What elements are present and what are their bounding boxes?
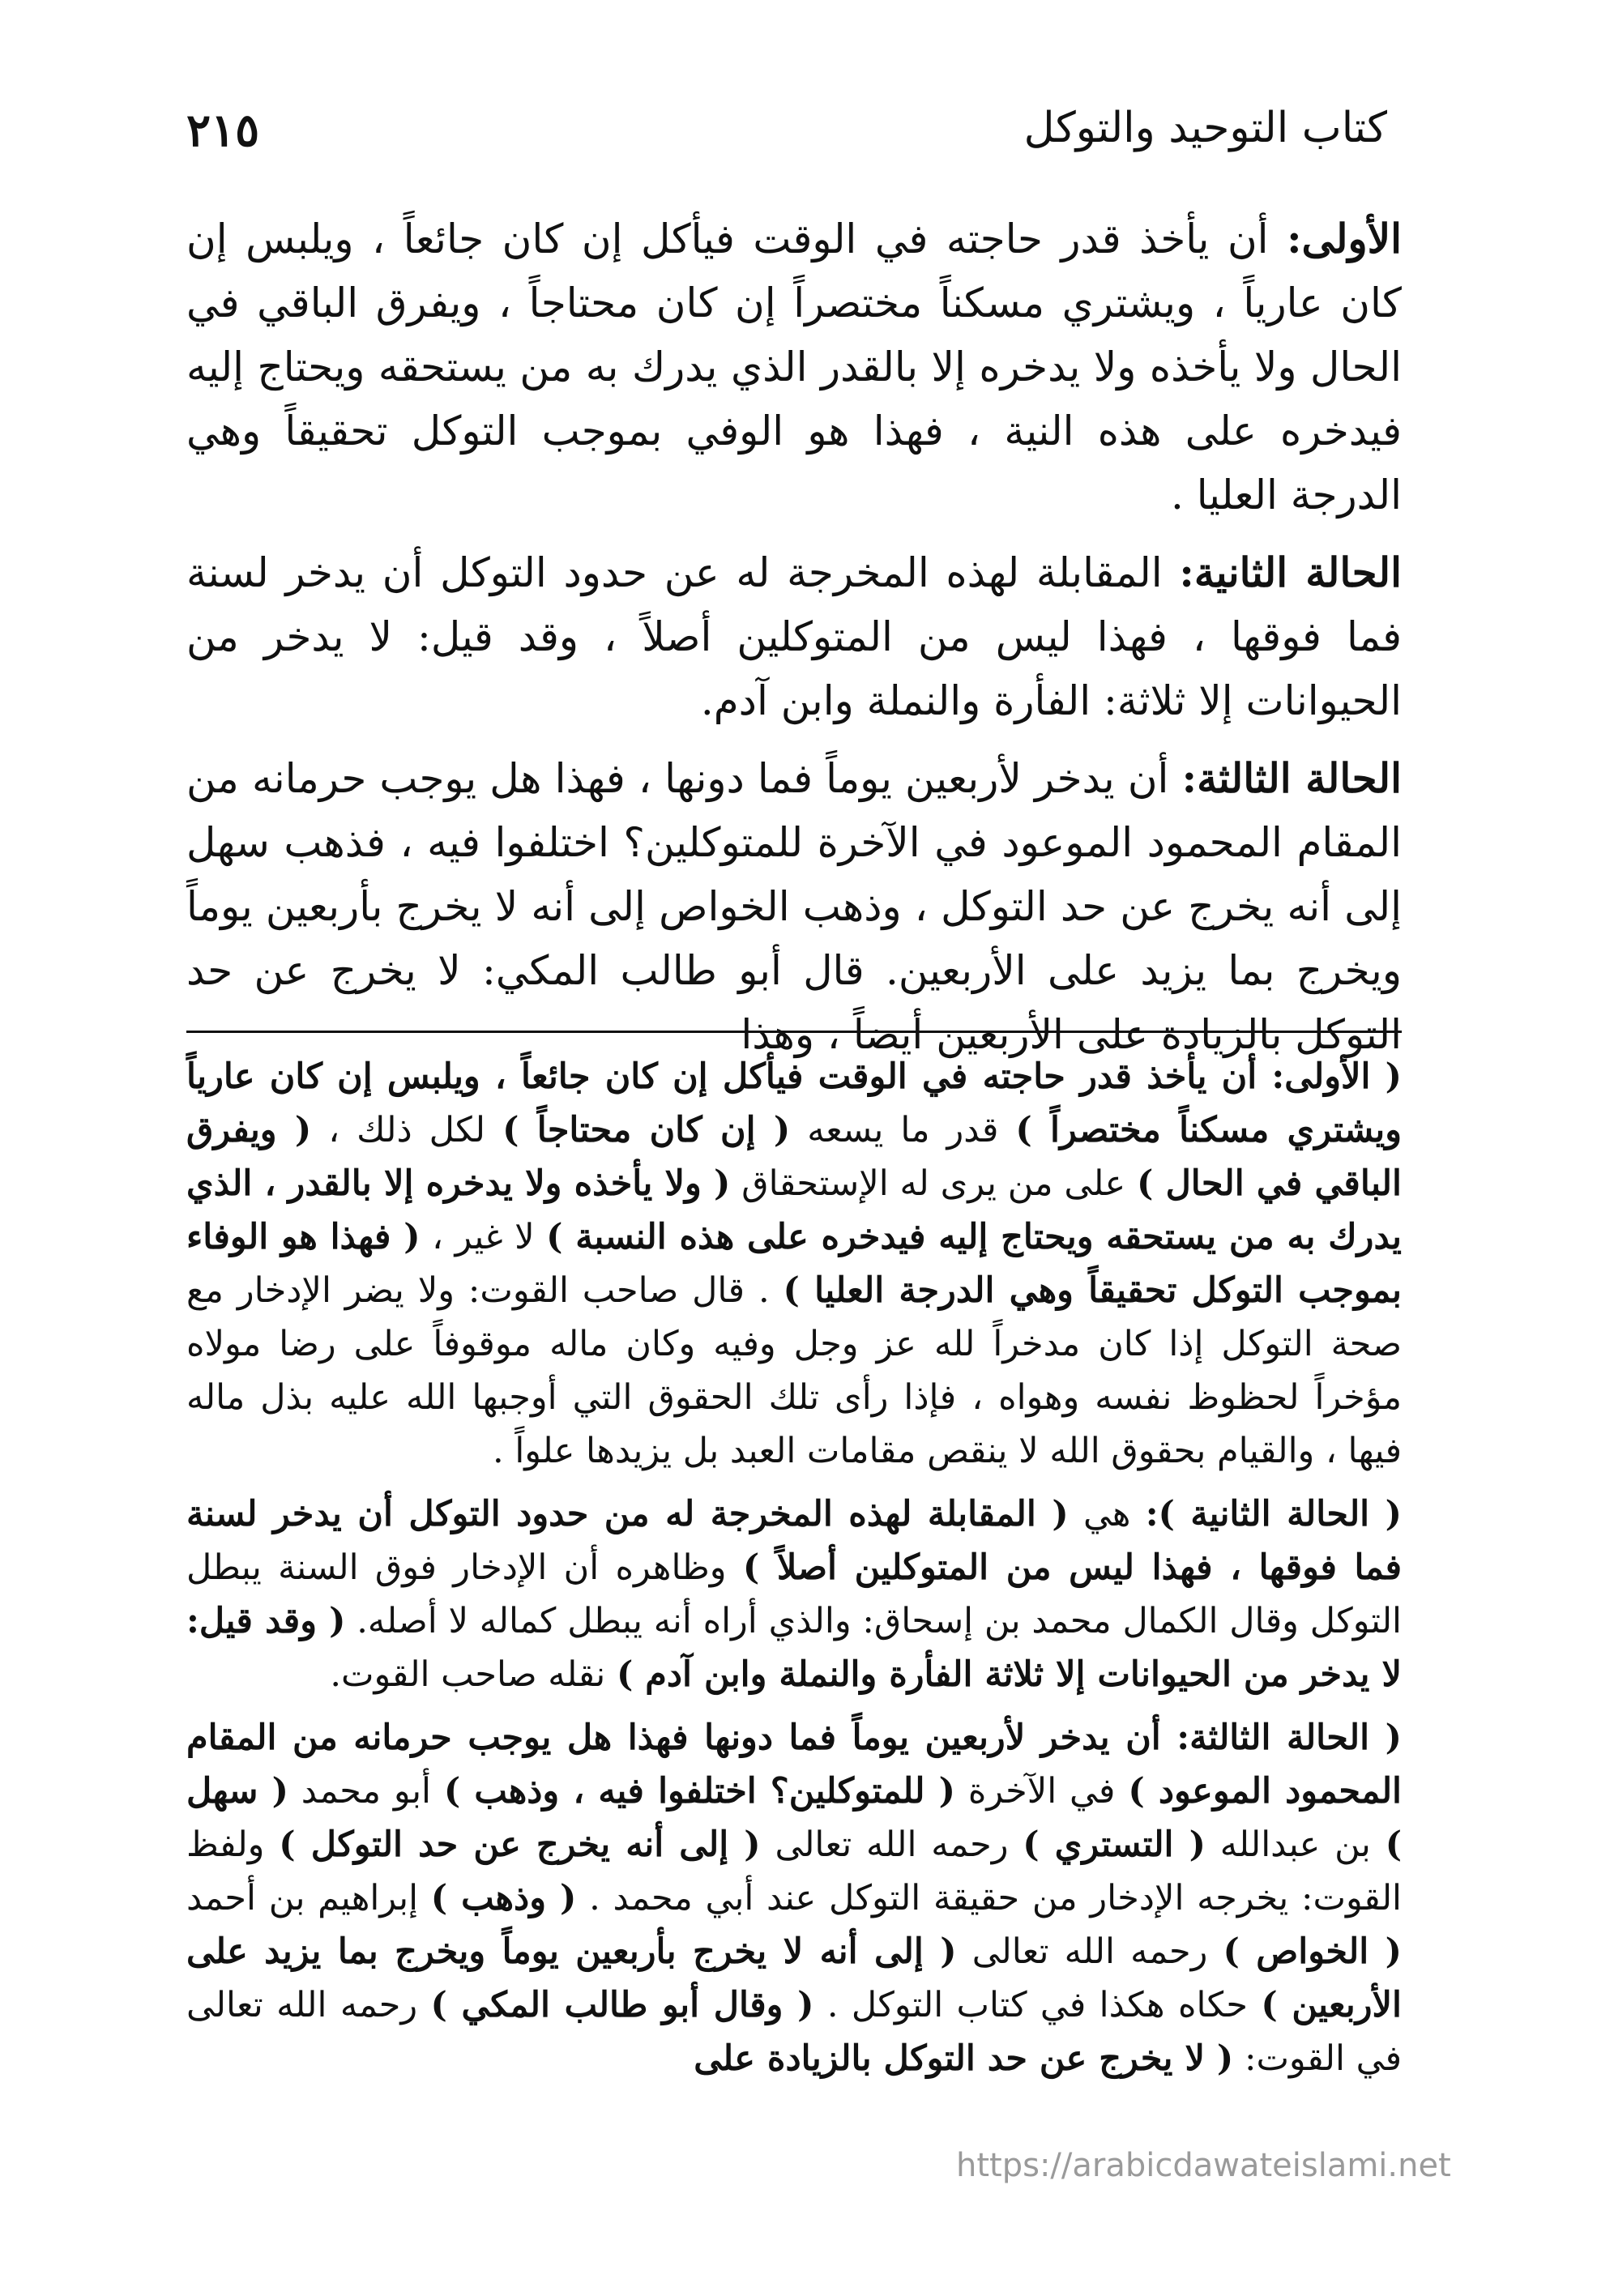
paragraph-first-state xyxy=(186,207,1402,527)
commentary-text: وظاهره أن الإدخار فوق السنة يبطل التوكل وقال الكمال محمد بن إسحاق: والذي أراه أنه يبطل كماله لا أصله. xyxy=(186,1547,1402,1641)
commentary-text: في الآخرة xyxy=(967,1771,1116,1812)
watermark-url: https://arabicdawateislami.net xyxy=(956,2147,1451,2184)
commentary-text: لا غير ، xyxy=(432,1217,535,1257)
commentary-text: لكل ذلك ، xyxy=(328,1110,486,1150)
main-text xyxy=(186,207,1402,1080)
page-header xyxy=(186,104,1387,177)
commentary-text: إبراهيم بن أحمد xyxy=(186,1878,419,1918)
commentary-paragraph-second xyxy=(186,1487,1402,1701)
commentary-text: ولفظ القوت: يخرجه الإدخار من حقيقة التوكل عند أبي محمد . xyxy=(186,1824,1402,1918)
commentary-text: حكاه هكذا في كتاب التوكل . xyxy=(826,1985,1248,2025)
running-title: كتاب التوحيد والتوكل xyxy=(1023,104,1387,152)
quoted-text: ( للمتوكلين؟ اختلفوا فيه ، وذهب ) xyxy=(443,1771,956,1812)
heading-label: الحالة الثالثة: xyxy=(1181,754,1402,802)
quoted-text: ( الحالة الثالثة: أن يدخر لأربعين يوماً فما دونها فهذا هل يوجب حرمانه من المقام المحمود الموعود ) xyxy=(186,1718,1402,1812)
commentary-text: على من يرى له الإستحقاق xyxy=(741,1163,1126,1204)
paragraph-text: أن يدخر لأربعين يوماً فما دونها ، فهذا هل يوجب حرمانه من المقام المحمود الموعود في الآخرة للمتوكلين؟ اختلفوا فيه ، فذهب سهل إلى أنه يخرج عن حد التوكل ، وذهب الخواص إلى أنه لا يخرج بأربعين يوماً ويخرج بما يزيد على الأربعين. قال أبو طالب المكي: لا يخرج عن حد التوكل بالزيادة على الأربعين أيضاً ، وهذا xyxy=(186,755,1402,1058)
commentary-text: هي xyxy=(1082,1494,1131,1534)
paragraph-text: أن يأخذ قدر حاجته في الوقت فيأكل إن كان جائعاً ، ويلبس إن كان عارياً ، ويشتري مسكناً مختصراً إن كان محتاجاً ، ويفرق الباقي في الحال ولا يأخذه ولا يدخره إلا بالقدر الذي يدرك به من يستحقه ويحتاج إليه فيدخره على هذه النية ، فهذا هو الوفي بموجب التوكل تحقيقاً وهي الدرجة العليا . xyxy=(186,216,1402,519)
quoted-text: ( الحالة الثانية ): xyxy=(1145,1494,1402,1534)
commentary-text: رحمه الله تعالى xyxy=(775,1824,1009,1865)
quoted-text: ( ويفرق الباقي في الحال ) xyxy=(186,1110,1402,1204)
quoted-text: ( ولا يأخذه ولا يدخره إلا بالقدر ، الذي يدرك به من يستحقه ويحتاج إليه فيدخره على هذه النسبة ) xyxy=(186,1163,1402,1257)
quoted-text: ( إن كان محتاجاً ) xyxy=(502,1110,791,1150)
commentary-text: أبو محمد xyxy=(301,1771,431,1812)
quoted-text: ( المقابلة لهذه المخرجة له من حدود التوكل أن يدخر لسنة فما فوقها ، فهذا ليس من المتوكلين أصلاً ) xyxy=(186,1494,1403,1588)
paragraph-second-state xyxy=(186,540,1402,733)
quoted-text: ( وقال أبو طالب المكي ) xyxy=(430,1985,814,2025)
commentary-paragraph-third xyxy=(186,1711,1402,2085)
commentary-text: بن عبدالله xyxy=(1219,1824,1371,1865)
paragraph-text: المقابلة لهذه المخرجة له عن حدود التوكل أن يدخر لسنة فما فوقها ، فهذا ليس من المتوكلين أصلاً ، وقد قيل: لا يدخر من الحيوانات إلا ثلاثة: الفأرة والنملة وابن آدم. xyxy=(186,549,1402,724)
quoted-text: ( وقد قيل: لا يدخر من الحيوانات إلا ثلاثة الفأرة والنملة وابن آدم ) xyxy=(186,1601,1402,1695)
heading-label: الحالة الثانية: xyxy=(1179,548,1402,596)
quoted-text: ( وذهب ) xyxy=(430,1878,577,1918)
paragraph-third-state xyxy=(186,746,1402,1067)
quoted-text: ( فهذا هو الوفاء بموجب التوكل تحقيقاً وهي الدرجة العليا ) xyxy=(186,1217,1403,1311)
commentary-text: . قال صاحب القوت: ولا يضر الإدخار مع صحة التوكل إذا كان مدخراً لله عز وجل وفيه وكان ماله موقوفاً على رضا مولاه مؤخراً لحظوظ نفسه وهواه ، فإذا رأى تلك الحقوق التي أوجبها الله عليه بذل ماله فيها ، والقيام بحقوق الله لا ينقص مقامات العبد بل يزيدها علواً . xyxy=(186,1270,1402,1471)
commentary-text: نقله صاحب القوت. xyxy=(330,1654,606,1695)
heading-label: الأولى: xyxy=(1287,215,1402,262)
quoted-text: ( التستري ) xyxy=(1023,1824,1206,1865)
commentary-section xyxy=(186,1050,1402,2095)
quoted-text: ( إلى أنه يخرج عن حد التوكل ) xyxy=(279,1824,761,1865)
quoted-text: ( إلى أنه لا يخرج بأربعين يوماً ويخرج بما يزيد على الأربعين ) xyxy=(186,1931,1402,2025)
quoted-text: ( لا يخرج عن حد التوكل بالزيادة على xyxy=(694,2038,1234,2079)
quoted-text: ( سهل ) xyxy=(186,1771,1403,1865)
quoted-text: ( الخواص ) xyxy=(1223,1931,1402,1972)
quoted-text: ( الأولى: أن يأخذ قدر حاجته في الوقت فيأكل إن كان جائعاً ، ويلبس إن كان عارياً ويشتري مسكناً مختصراً ) xyxy=(186,1056,1403,1150)
separator-line xyxy=(186,1031,1402,1033)
page-number: ٢١٥ xyxy=(186,104,260,157)
commentary-paragraph-first xyxy=(186,1050,1402,1478)
commentary-text: رحمه الله تعالى xyxy=(971,1931,1208,1972)
commentary-text: قدر ما يسعه xyxy=(807,1110,999,1150)
commentary-text: رحمه الله تعالى في القوت: xyxy=(186,1985,1402,2079)
